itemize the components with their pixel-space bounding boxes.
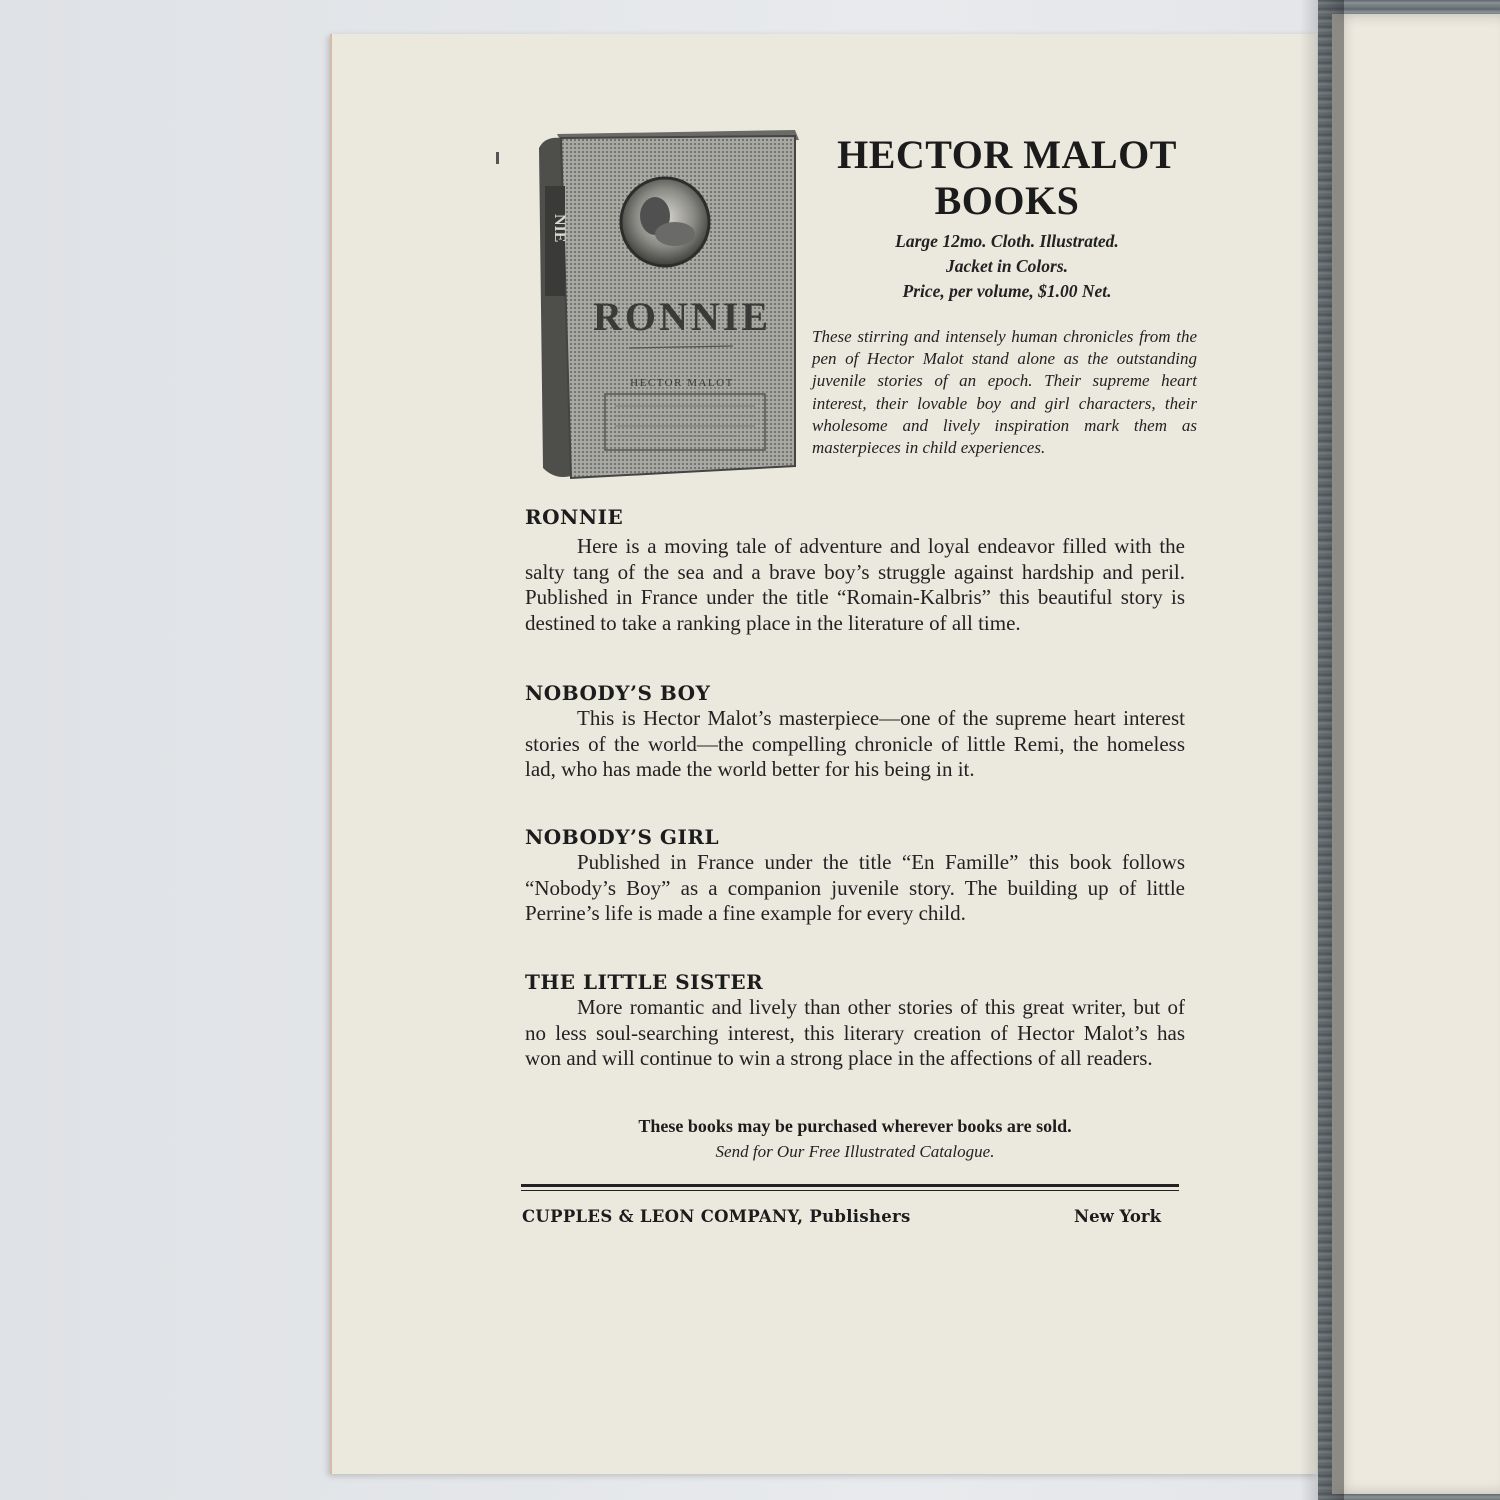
book-entry-the-little-sister xyxy=(525,969,1185,1072)
catalogue-note: Send for Our Free Illustrated Catalogue. xyxy=(715,1142,995,1161)
heading xyxy=(802,132,1212,224)
footer-rule-thin xyxy=(521,1190,1179,1191)
publisher-name: CUPPLES & LEON COMPANY, Publishers xyxy=(522,1207,911,1226)
book-description: Published in France under the title “En Famille” this book follows “Nobody’s Boy” as a companion juvenile story. The building up of little Perrine’s life is made a fine example for every child. xyxy=(525,850,1185,926)
publisher-city: New York xyxy=(1074,1207,1162,1226)
book-title: NOBODY’S BOY xyxy=(525,681,711,705)
page-mark xyxy=(496,152,499,164)
book-entry-ronnie xyxy=(525,504,1185,636)
right-page xyxy=(1332,14,1500,1494)
specs-line-1: Large 12mo. Cloth. Illustrated. xyxy=(895,231,1119,251)
book-title: THE LITTLE SISTER xyxy=(525,970,764,994)
book-title: RONNIE xyxy=(525,505,624,529)
intro-paragraph: These stirring and intensely human chronicles from the pen of Hector Malot stand alone as the outstanding juvenile stories of an epoch. Their supreme heart interest, their lovable boy and girl characters, their wholesome and lively inspiration mark them as masterpieces in child experiences. xyxy=(812,327,1197,458)
book-specs xyxy=(802,229,1212,304)
book-page xyxy=(330,34,1317,1474)
book-entry-nobodys-boy xyxy=(525,680,1185,783)
book-description: More romantic and lively than other stories of this great writer, but of no less soul-searching interest, this literary creation of Hector Malot’s has won and will continue to win a strong place in the affections of all readers. xyxy=(525,995,1185,1071)
book-title: NOBODY’S GIRL xyxy=(525,825,720,849)
purchase-note: These books may be purchased wherever books are sold. xyxy=(638,1116,1072,1136)
book-entry-nobodys-girl xyxy=(525,824,1185,927)
footer-rule-thick xyxy=(521,1184,1179,1187)
book-description: Here is a moving tale of adventure and loyal endeavor filled with the salty tang of the sea and a brave boy’s struggle against hardship and peril. Published in France under the title “Romain-Kalbris” this beautiful story is destined to take a ranking place in the literature of all time. xyxy=(525,534,1185,635)
book-gutter-shadow xyxy=(1300,0,1344,1500)
book-description: This is Hector Malot’s masterpiece—one of the supreme heart interest stories of the world—the compelling chronicle of little Remi, the homeless lad, who has made the world better for his being in it. xyxy=(525,706,1185,782)
ronnie-book-illustration xyxy=(537,126,807,486)
heading-line-1: HECTOR MALOT xyxy=(837,132,1177,177)
illustration-author: HECTOR MALOT xyxy=(630,377,734,389)
heading-line-2: BOOKS xyxy=(934,178,1080,223)
spine-lettering: NIE xyxy=(551,214,568,243)
specs-line-2: Jacket in Colors. xyxy=(945,256,1069,276)
specs-line-3: Price, per volume, $1.00 Net. xyxy=(902,281,1112,301)
illustration-title: RONNIE xyxy=(592,294,772,339)
